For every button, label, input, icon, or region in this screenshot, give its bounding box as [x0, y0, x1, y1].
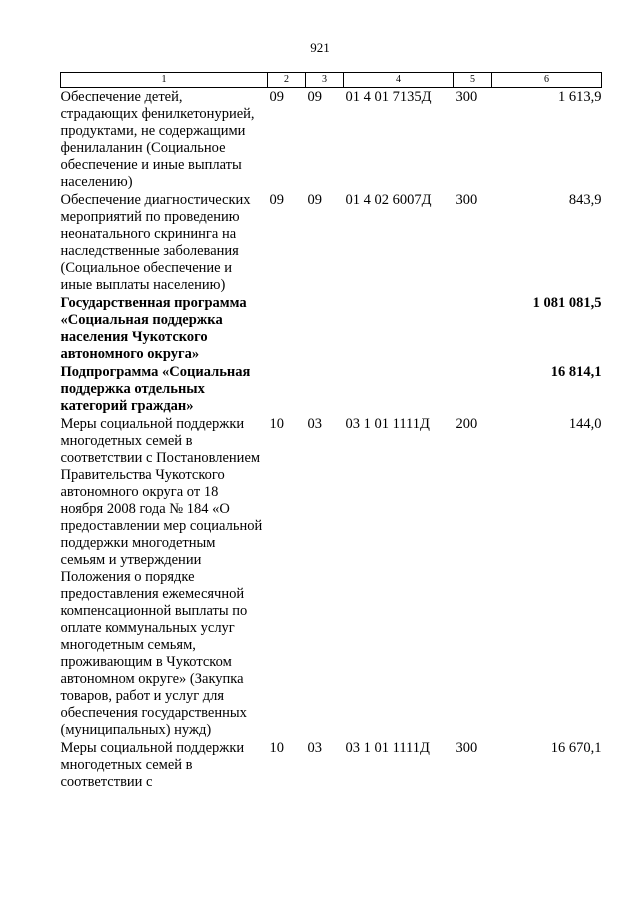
row-expense-type: 300: [455, 740, 478, 756]
row-amount: 16 814,1: [550, 364, 602, 380]
row-section: 10: [269, 416, 284, 432]
row-target: 03 1 01 1111Д: [345, 416, 430, 432]
table-row-subprogram: [61, 363, 602, 415]
row-name: Меры социальной поддержки многодетных семей в соответствии с Постановлением Правительства Чукотского автономного округа от 18 ноября 2008 года № 184 «О предоставлении мер социальной поддержки многодетным семьям и утверждении Положения о порядке предоставления ежемесячной компенсационной выплаты по оплате коммунальных услуг многодетным семьям, проживающим в Чукотском автономном округе» (Закупка товаров, работ и услуг для обеспечения государственных (муниципальных) нужд): [60, 416, 263, 738]
row-expense-type: 300: [455, 192, 478, 208]
budget-table: [60, 72, 602, 791]
table-header-row: [61, 73, 602, 88]
row-target: [344, 294, 454, 363]
table-row-program: [61, 294, 602, 363]
row-amount: 16 670,1: [550, 740, 602, 756]
header-col-3: 3: [306, 73, 344, 88]
row-subsection: 03: [307, 740, 322, 756]
row-target: 01 4 01 7135Д: [345, 89, 432, 105]
table-row: [61, 415, 602, 739]
row-section: 10: [269, 740, 284, 756]
row-amount: 1 081 081,5: [532, 295, 602, 311]
row-name: Государственная программа «Социальная поддержка населения Чукотского автономного округа»: [60, 295, 247, 362]
row-name: Обеспечение детей, страдающих фенилкетонурией, продуктами, не содержащими фенилаланин (Социальное обеспечение и иные выплаты населению): [60, 89, 255, 190]
page-number: 921: [310, 40, 330, 55]
row-expense-type: 200: [455, 416, 478, 432]
row-section: 09: [269, 192, 284, 208]
row-amount: 144,0: [568, 416, 602, 432]
row-target: [344, 363, 454, 415]
header-col-4: 4: [344, 73, 454, 88]
row-section: [268, 363, 306, 415]
table-row: [61, 88, 602, 192]
row-name: Обеспечение диагностических мероприятий по проведению неонатального скрининга на наследственные заболевания (Социальное обеспечение и иные выплаты населению): [60, 192, 251, 293]
row-section: 09: [269, 89, 284, 105]
table-row: [61, 739, 602, 791]
row-section: [268, 294, 306, 363]
header-col-6: 6: [492, 73, 602, 88]
row-subsection: 03: [307, 416, 322, 432]
row-target: 03 1 01 1111Д: [345, 740, 430, 756]
row-name: Подпрограмма «Социальная поддержка отдельных категорий граждан»: [60, 364, 251, 414]
row-expense-type: 300: [455, 89, 478, 105]
row-amount: 843,9: [568, 192, 602, 208]
header-col-1: 1: [61, 73, 268, 88]
row-subsection: 09: [307, 89, 322, 105]
table-row: [61, 191, 602, 294]
row-expense-type: [454, 363, 492, 415]
row-subsection: [306, 363, 344, 415]
row-target: 01 4 02 6007Д: [345, 192, 432, 208]
header-col-5: 5: [454, 73, 492, 88]
row-subsection: [306, 294, 344, 363]
row-name: Меры социальной поддержки многодетных семей в соответствии с: [60, 740, 245, 790]
header-col-2: 2: [268, 73, 306, 88]
row-expense-type: [454, 294, 492, 363]
row-amount: 1 613,9: [558, 89, 602, 105]
row-subsection: 09: [307, 192, 322, 208]
